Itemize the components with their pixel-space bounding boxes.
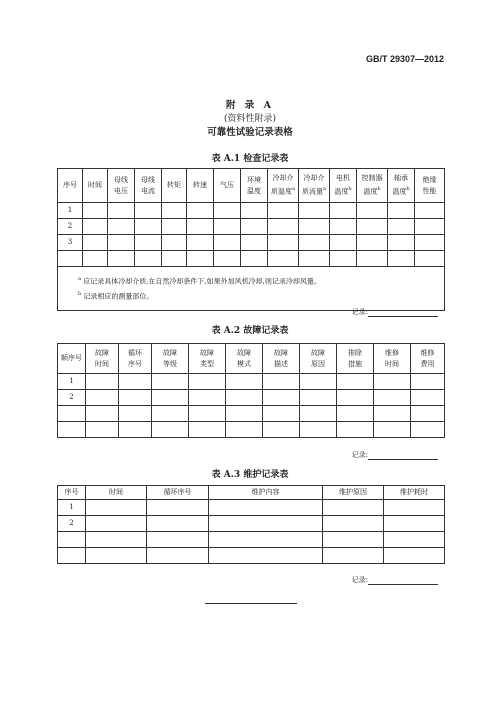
- column-header: 母线 电压: [108, 169, 135, 203]
- table3-recorder-label: 记录:: [351, 576, 368, 584]
- entry-cell[interactable]: [187, 219, 214, 235]
- column-header: 冷却介 质温度$^a$: [268, 169, 299, 203]
- entry-cell[interactable]: [384, 548, 445, 564]
- entry-cell[interactable]: [415, 219, 445, 235]
- entry-cell[interactable]: [323, 548, 384, 564]
- footnote-mark: b: [348, 186, 352, 193]
- column-header: 维护耗时: [384, 486, 445, 500]
- entry-cell[interactable]: [226, 374, 263, 390]
- table1-recorder-label: 记录:: [351, 308, 368, 316]
- entry-cell[interactable]: [357, 235, 388, 251]
- column-header: 故障 描述: [263, 344, 300, 374]
- table-row: [58, 500, 445, 516]
- notes-row: [58, 267, 445, 311]
- table-notes: [58, 267, 445, 311]
- footnote: [78, 273, 444, 288]
- entry-cell[interactable]: [384, 516, 445, 532]
- table2-recorder: [352, 450, 438, 460]
- column-header: 维护内容: [209, 486, 323, 500]
- entry-cell[interactable]: [388, 219, 415, 235]
- maintenance-record-table: [57, 485, 445, 564]
- entry-cell[interactable]: [330, 235, 357, 251]
- entry-cell[interactable]: [152, 374, 189, 390]
- footnote-text: 应记录具体冷却介质,在自然冷却条件下,如果外加风机冷却,则记录冷却风量。: [80, 277, 321, 286]
- entry-cell[interactable]: [83, 219, 108, 235]
- column-header: 维护原因: [323, 486, 384, 500]
- entry-cell[interactable]: [83, 203, 108, 219]
- footnote-text: 记录相应的测量部位。: [81, 292, 154, 301]
- entry-cell[interactable]: [162, 203, 187, 219]
- entry-cell[interactable]: [108, 203, 135, 219]
- entry-cell[interactable]: [119, 374, 152, 390]
- entry-cell[interactable]: [209, 516, 323, 532]
- entry-cell[interactable]: [214, 251, 241, 267]
- entry-cell[interactable]: [214, 219, 241, 235]
- entry-cell[interactable]: [337, 406, 374, 422]
- entry-cell[interactable]: [86, 500, 147, 516]
- column-header: 排除 措施: [337, 344, 374, 374]
- header-row: [58, 169, 445, 203]
- entry-cell[interactable]: [162, 251, 187, 267]
- entry-cell[interactable]: [299, 235, 330, 251]
- column-header: 故障 等级: [152, 344, 189, 374]
- table-row: [58, 548, 445, 564]
- column-header: 母线 电流: [135, 169, 162, 203]
- entry-cell[interactable]: [86, 422, 119, 438]
- header-row: [58, 486, 445, 500]
- row-number: [58, 251, 83, 267]
- entry-cell[interactable]: [337, 422, 374, 438]
- footnote: [78, 288, 444, 303]
- table-row: [58, 422, 445, 438]
- entry-cell[interactable]: [337, 374, 374, 390]
- column-header: 时间: [83, 169, 108, 203]
- entry-cell[interactable]: [187, 235, 214, 251]
- entry-cell[interactable]: [214, 203, 241, 219]
- column-header: 故障 时间: [86, 344, 119, 374]
- entry-cell[interactable]: [357, 251, 388, 267]
- entry-cell[interactable]: [388, 203, 415, 219]
- footnote-mark: a: [323, 186, 326, 193]
- entry-cell[interactable]: [147, 500, 209, 516]
- row-number: 1: [58, 500, 86, 516]
- entry-cell[interactable]: [299, 203, 330, 219]
- column-header: 序号: [58, 169, 83, 203]
- entry-cell[interactable]: [83, 235, 108, 251]
- table1-recorder-line[interactable]: [368, 308, 438, 317]
- row-number: 1: [58, 203, 83, 219]
- column-header: 转矩: [162, 169, 187, 203]
- table3-caption: 表 A.3 维护记录表: [211, 470, 289, 480]
- entry-cell[interactable]: [263, 422, 300, 438]
- entry-cell[interactable]: [330, 203, 357, 219]
- table-row: [58, 219, 445, 235]
- entry-cell[interactable]: [374, 374, 411, 390]
- table1-caption: 表 A.1 检查记录表: [211, 154, 289, 164]
- table-row: [58, 235, 445, 251]
- row-number: 2: [58, 516, 86, 532]
- table-row: [58, 532, 445, 548]
- entry-cell[interactable]: [152, 406, 189, 422]
- entry-cell[interactable]: [86, 390, 119, 406]
- entry-cell[interactable]: [135, 203, 162, 219]
- row-number: [58, 406, 86, 422]
- column-header: 循环序号: [147, 486, 209, 500]
- entry-cell[interactable]: [86, 548, 147, 564]
- entry-cell[interactable]: [388, 251, 415, 267]
- column-header: 故障 类型: [189, 344, 226, 374]
- standard-number: GB/T 29307—2012: [365, 54, 444, 64]
- entry-cell[interactable]: [209, 548, 323, 564]
- entry-cell[interactable]: [226, 406, 263, 422]
- column-header: 故障 原因: [300, 344, 337, 374]
- entry-cell[interactable]: [214, 235, 241, 251]
- entry-cell[interactable]: [241, 219, 268, 235]
- table2-recorder-line[interactable]: [368, 451, 438, 460]
- entry-cell[interactable]: [268, 219, 299, 235]
- entry-cell[interactable]: [388, 235, 415, 251]
- column-header: 循环 序号: [119, 344, 152, 374]
- entry-cell[interactable]: [384, 500, 445, 516]
- footnote-mark: a: [78, 276, 81, 282]
- entry-cell[interactable]: [300, 374, 337, 390]
- entry-cell[interactable]: [300, 406, 337, 422]
- footnote-mark: b: [377, 186, 381, 193]
- entry-cell[interactable]: [83, 251, 108, 267]
- appendix-heading: 可靠性试验记录表格: [207, 127, 293, 138]
- entry-cell[interactable]: [330, 219, 357, 235]
- entry-cell[interactable]: [263, 390, 300, 406]
- entry-cell[interactable]: [411, 422, 445, 438]
- entry-cell[interactable]: [226, 390, 263, 406]
- row-number: 2: [58, 390, 86, 406]
- entry-cell[interactable]: [357, 203, 388, 219]
- entry-cell[interactable]: [147, 548, 209, 564]
- entry-cell[interactable]: [300, 422, 337, 438]
- table1-recorder: [352, 307, 438, 317]
- entry-cell[interactable]: [300, 390, 337, 406]
- entry-cell[interactable]: [152, 422, 189, 438]
- column-header: 时间: [86, 486, 147, 500]
- entry-cell[interactable]: [189, 374, 226, 390]
- column-header: 轴承 温度$^b$: [388, 169, 415, 203]
- appendix-title: 附 录 A: [226, 100, 274, 111]
- fault-record-table: [57, 343, 445, 438]
- entry-cell[interactable]: [415, 251, 445, 267]
- end-rule: [205, 603, 297, 604]
- entry-cell[interactable]: [147, 532, 209, 548]
- entry-cell[interactable]: [384, 532, 445, 548]
- column-header: 序号: [58, 486, 86, 500]
- table-row: [58, 406, 445, 422]
- entry-cell[interactable]: [86, 532, 147, 548]
- entry-cell[interactable]: [241, 203, 268, 219]
- entry-cell[interactable]: [189, 406, 226, 422]
- entry-cell[interactable]: [323, 516, 384, 532]
- column-header: 故障 模式: [226, 344, 263, 374]
- entry-cell[interactable]: [374, 406, 411, 422]
- entry-cell[interactable]: [119, 422, 152, 438]
- entry-cell[interactable]: [268, 235, 299, 251]
- entry-cell[interactable]: [374, 422, 411, 438]
- entry-cell[interactable]: [135, 219, 162, 235]
- entry-cell[interactable]: [415, 203, 445, 219]
- entry-cell[interactable]: [263, 374, 300, 390]
- entry-cell[interactable]: [119, 406, 152, 422]
- table2-caption: 表 A.2 故障记录表: [211, 326, 289, 336]
- column-header: 冷却介 质流量$^a$: [299, 169, 330, 203]
- entry-cell[interactable]: [374, 390, 411, 406]
- entry-cell[interactable]: [241, 235, 268, 251]
- column-header: 环境 温度: [241, 169, 268, 203]
- footnote-mark: b: [406, 186, 410, 193]
- entry-cell[interactable]: [241, 251, 268, 267]
- entry-cell[interactable]: [189, 422, 226, 438]
- entry-cell[interactable]: [119, 390, 152, 406]
- entry-cell[interactable]: [299, 251, 330, 267]
- column-header: 顺序号: [58, 344, 86, 374]
- entry-cell[interactable]: [162, 219, 187, 235]
- entry-cell[interactable]: [357, 219, 388, 235]
- appendix-subtitle: (资料性附录): [223, 114, 277, 124]
- row-number: [58, 422, 86, 438]
- row-number: 2: [58, 219, 83, 235]
- entry-cell[interactable]: [187, 251, 214, 267]
- inspection-record-table: [57, 168, 445, 311]
- table-row: [58, 251, 445, 267]
- column-header: 绝缘 性能: [415, 169, 445, 203]
- column-header: 气压: [214, 169, 241, 203]
- column-header: 电机 温度$^b$: [330, 169, 357, 203]
- entry-cell[interactable]: [411, 374, 445, 390]
- entry-cell[interactable]: [268, 203, 299, 219]
- table-row: [58, 390, 445, 406]
- table-row: [58, 374, 445, 390]
- row-number: [58, 548, 86, 564]
- column-header: 转速: [187, 169, 214, 203]
- entry-cell[interactable]: [162, 235, 187, 251]
- entry-cell[interactable]: [323, 500, 384, 516]
- entry-cell[interactable]: [323, 532, 384, 548]
- header-row: [58, 344, 445, 374]
- table-row: [58, 516, 445, 532]
- table3-recorder-line[interactable]: [368, 576, 438, 585]
- entry-cell[interactable]: [187, 203, 214, 219]
- table3-recorder: [352, 575, 438, 585]
- entry-cell[interactable]: [189, 390, 226, 406]
- column-header: 维修 费用: [411, 344, 445, 374]
- entry-cell[interactable]: [86, 406, 119, 422]
- entry-cell[interactable]: [135, 235, 162, 251]
- entry-cell[interactable]: [226, 422, 263, 438]
- entry-cell[interactable]: [147, 516, 209, 532]
- entry-cell[interactable]: [86, 374, 119, 390]
- entry-cell[interactable]: [337, 390, 374, 406]
- entry-cell[interactable]: [108, 219, 135, 235]
- column-header: 控制器 温度$^b$: [357, 169, 388, 203]
- entry-cell[interactable]: [135, 251, 162, 267]
- table2-recorder-label: 记录:: [351, 451, 368, 459]
- entry-cell[interactable]: [263, 406, 300, 422]
- column-header: 维修 时间: [374, 344, 411, 374]
- entry-cell[interactable]: [411, 390, 445, 406]
- entry-cell[interactable]: [152, 390, 189, 406]
- table-row: [58, 203, 445, 219]
- entry-cell[interactable]: [108, 235, 135, 251]
- footnote-mark: a: [292, 186, 295, 193]
- entry-cell[interactable]: [411, 406, 445, 422]
- entry-cell[interactable]: [209, 500, 323, 516]
- entry-cell[interactable]: [415, 235, 445, 251]
- entry-cell[interactable]: [86, 516, 147, 532]
- row-number: 1: [58, 374, 86, 390]
- entry-cell[interactable]: [108, 251, 135, 267]
- footnote-mark: b: [78, 291, 82, 298]
- entry-cell[interactable]: [299, 219, 330, 235]
- entry-cell[interactable]: [268, 251, 299, 267]
- entry-cell[interactable]: [209, 532, 323, 548]
- row-number: [58, 532, 86, 548]
- row-number: 3: [58, 235, 83, 251]
- entry-cell[interactable]: [330, 251, 357, 267]
